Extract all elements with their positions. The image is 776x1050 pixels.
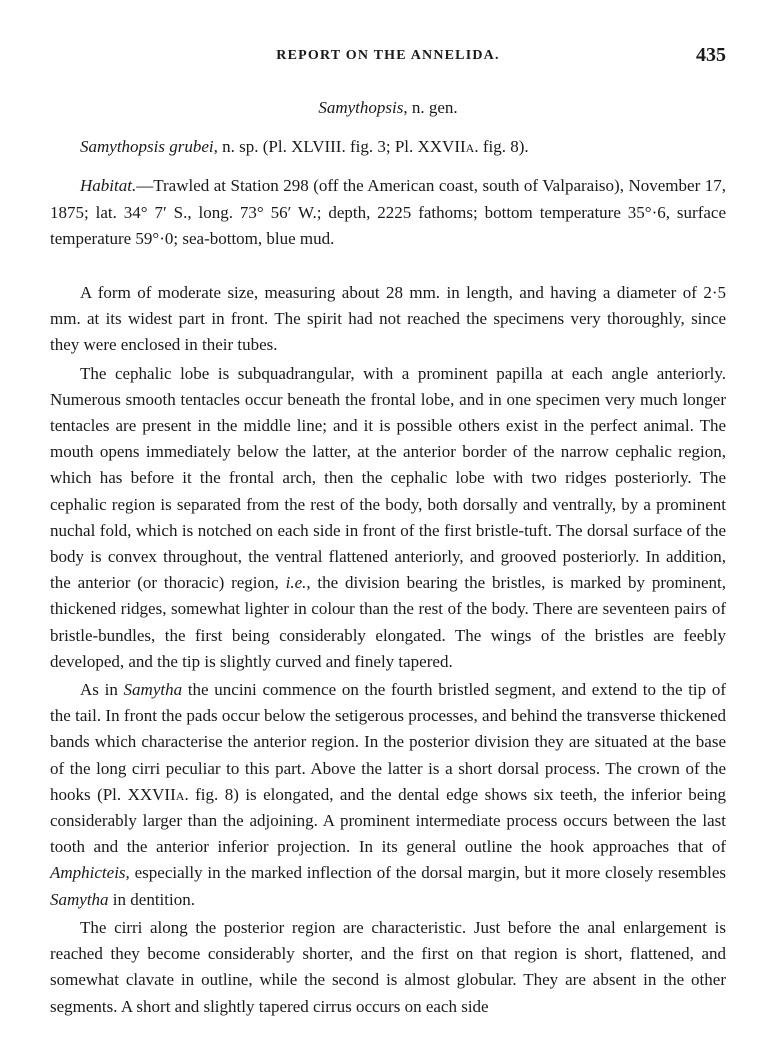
paragraph-uncini	[50, 677, 726, 913]
habitat-text: —Trawled at Station 298 (off the American coast, south of Valparaiso), November 17, 1875; lat. 34° 7′ S., long. 73° 56′ W.; depth, 2225 fathoms; bottom temperature 35°·6, surface temperature 59°·0; sea-bottom, blue mud.	[50, 176, 726, 248]
genus-heading	[50, 95, 726, 121]
uncini-text-b: the uncini commence on the fourth bristled segment, and extend to the tip of the tail. In front the pads occur below the setigerous processes, and behind the transverse thickened bands which characterise the anterior region. In the posterior division they are situated at the base of the long cirri peculiar to this part. Above the latter is a short dorsal process. The crown of the hooks (Pl. XXVII	[50, 680, 727, 804]
species-name: Samythopsis grubei	[80, 137, 214, 157]
cephalic-text-a: The cephalic lobe is subquadrangular, with a prominent papilla at each angle anteriorly. Numerous smooth tentacles occur beneath the frontal lobe, and in one specimen very much longer tentacles are present in the middle line; and it is possible others exist in the perfect animal. The mouth opens immediately below the latter, at the anterior border of the narrow cephalic region, which has before it the frontal arch, then the cephalic lobe with two ridges posteriorly. The cephalic region is separated from the rest of the body, both dorsally and ventrally, by a prominent nuchal fold, which is notched on each side in front of the first bristle-tuft. The dorsal surface of the body is convex throughout, the ventral flattened anteriorly, and grooved posteriorly. In addition, the anterior (or thoracic) region,	[50, 363, 726, 593]
uncini-samytha-1: Samytha	[123, 680, 183, 700]
species-after: . fig. 8).	[474, 137, 529, 157]
habitat-paragraph	[50, 173, 726, 252]
uncini-text-c: . fig. 8) is elongated, and the dental edge shows six teeth, the inferior being considerably larger than the adjoining. A prominent intermediate process occurs between the last tooth and the anterior inferior projection. In its general outline the hook approaches that of	[50, 784, 727, 857]
paragraph-cirri: The cirri along the posterior region are characteristic. Just before the anal enlargement is reached they become considerably shorter, and the first on that region is short, flattened, and somewhat clavate in outline, while the second is almost globular. They are absent in the other segments. A short and slightly tapered cirrus occurs on each side	[50, 917, 726, 1016]
genus-suffix: , n. gen.	[403, 98, 458, 117]
uncini-samytha-2: Samytha	[50, 889, 109, 909]
uncini-text-e: in dentition.	[112, 889, 195, 909]
uncini-amphicteis: Amphicteis,	[50, 863, 130, 883]
uncini-plate-suffix: a	[175, 784, 185, 804]
page-number: 435	[696, 44, 726, 66]
uncini-text-d: especially in the marked inflection of the dorsal margin, but it more closely resembles	[134, 863, 726, 883]
running-title: REPORT ON THE ANNELIDA.	[276, 48, 500, 63]
species-plate-suffix: a	[465, 137, 475, 157]
paragraph-cephalic	[50, 361, 726, 675]
genus-name: Samythopsis	[318, 98, 404, 117]
body-text	[50, 95, 726, 1020]
cephalic-ie: i.e.	[285, 573, 307, 593]
species-authority: , n. sp. (Pl. XLVIII. fig. 3; Pl. XXVII	[213, 137, 466, 157]
uncini-text-a: As in	[80, 680, 118, 700]
habitat-label: Habitat.	[80, 176, 137, 196]
species-heading	[50, 134, 726, 160]
cephalic-text-b: , the division bearing the bristles, is marked by prominent, thickened ridges, somewhat lighter in colour than the rest of the body. There are seventeen pairs of bristle-bundles, the first being considerably elongated. The wings of the bristles are feebly developed, and the tip is slightly curved and finely tapered.	[50, 573, 726, 671]
paragraph-size: A form of moderate size, measuring about 28 mm. in length, and having a diameter of 2·5 mm. at its widest part in front. The spirit had not reached the specimens very thoroughly, since they were enclosed in their tubes.	[50, 283, 726, 355]
running-header	[50, 44, 726, 68]
